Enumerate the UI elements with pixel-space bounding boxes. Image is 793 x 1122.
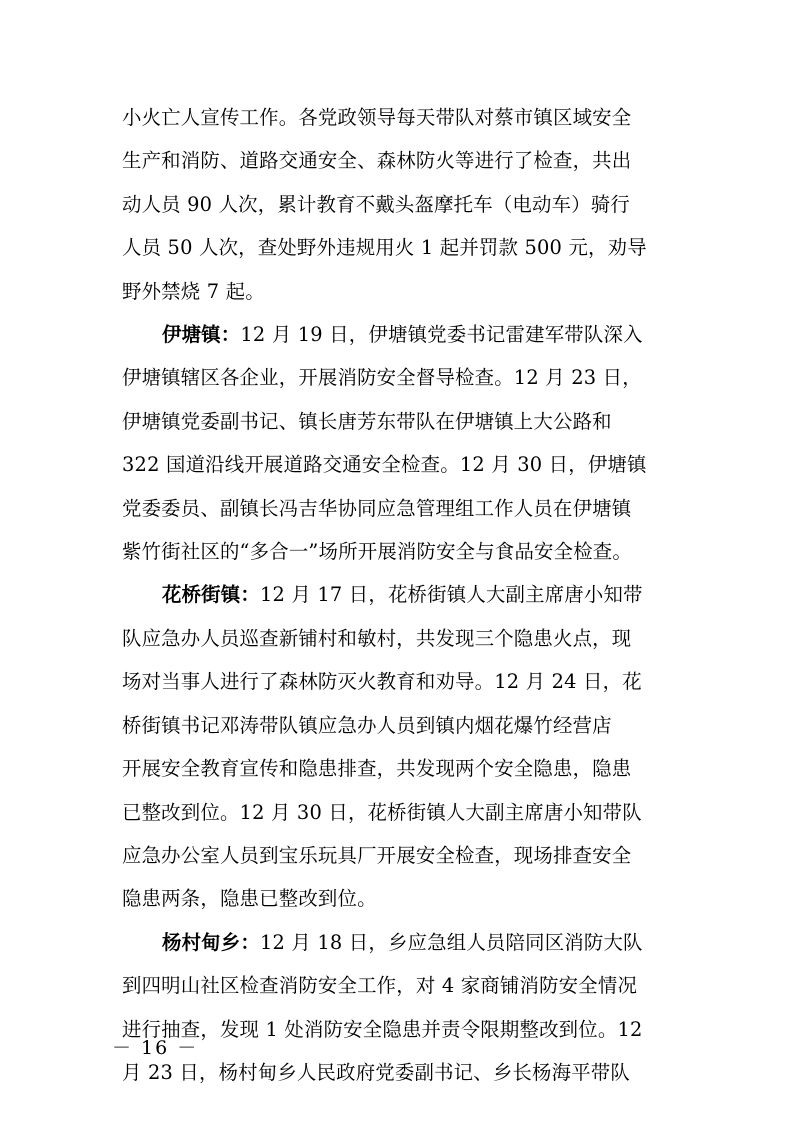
text-line-first (122, 573, 682, 616)
text-line: 伊塘镇党委副书记、镇长唐芳东带队在伊塘镇上大公路和 (122, 409, 612, 433)
text-line-first (122, 921, 682, 964)
page-number: － 16 － (112, 1037, 199, 1059)
text-line: 应急办公室人员到宝乐玩具厂开展安全检查，现场排查安全 (122, 843, 632, 867)
text-line: 开展安全教育宣传和隐患排查，共发现两个安全隐患，隐患 (122, 757, 632, 781)
text-line: 紫竹街社区的“多合一”场所开展消防安全与食品安全检查。 (122, 540, 632, 564)
text-line: 党委委员、副镇长冯吉华协同应急管理组工作人员在伊塘镇 (122, 496, 632, 520)
paragraph-yangcundian (122, 921, 682, 1095)
text-line-rest: 12 月 19 日，伊塘镇党委书记雷建军带队深入 (240, 323, 643, 347)
text-line: 已整改到位。12 月 30 日，花桥街镇人大副主席唐小知带队 (122, 800, 642, 824)
text-line: 进行抽查，发现 1 处消防安全隐患并责令限期整改到位。12 (122, 1017, 643, 1041)
text-line-rest: 12 月 18 日，乡应急组人员陪同区消防大队 (259, 930, 643, 954)
text-line: 322 国道沿线开展道路交通安全检查。12 月 30 日，伊塘镇 (122, 453, 647, 477)
text-line: 到四明山社区检查消防安全工作，对 4 家商铺消防安全情况 (122, 974, 638, 998)
document-body (122, 96, 682, 1094)
text-line: 隐患两条，隐患已整改到位。 (122, 887, 377, 911)
text-line: 队应急办人员巡查新铺村和敏村，共发现三个隐患火点，现 (122, 626, 632, 650)
text-line: 人员 50 人次，查处野外违规用火 1 起并罚款 500 元，劝导 (122, 236, 647, 260)
section-heading-huaqiaojie: 花桥街镇： (162, 583, 260, 607)
text-line: 月 23 日，杨村甸乡人民政府党委副书记、乡长杨海平带队 (122, 1060, 630, 1084)
text-line: 小火亡人宣传工作。各党政领导每天带队对蔡市镇区域安全 (122, 106, 632, 129)
text-line: 动人员 90 人次，累计教育不戴头盔摩托车（电动车）骑行 (122, 192, 630, 216)
section-heading-yangcundian: 杨村甸乡： (162, 930, 260, 954)
text-line: 伊塘镇辖区各企业，开展消防安全督导检查。12 月 23 日， (122, 366, 642, 390)
text-line: 生产和消防、道路交通安全、森林防火等进行了检查，共出 (122, 149, 632, 173)
text-line: 场对当事人进行了森林防灭火教育和劝导。12 月 24 日，花 (122, 670, 642, 694)
text-line-rest: 12 月 17 日，花桥街镇人大副主席唐小知带 (259, 583, 643, 607)
paragraph-caishi (122, 96, 682, 313)
section-heading-yitang: 伊塘镇： (162, 323, 241, 347)
paragraph-yitang (122, 313, 682, 573)
text-line: 野外禁烧 7 起。 (122, 279, 265, 303)
text-line-first (122, 313, 682, 356)
text-line: 桥街镇书记邓涛带队镇应急办人员到镇内烟花爆竹经营店 (122, 713, 612, 737)
paragraph-huaqiaojie (122, 573, 682, 920)
